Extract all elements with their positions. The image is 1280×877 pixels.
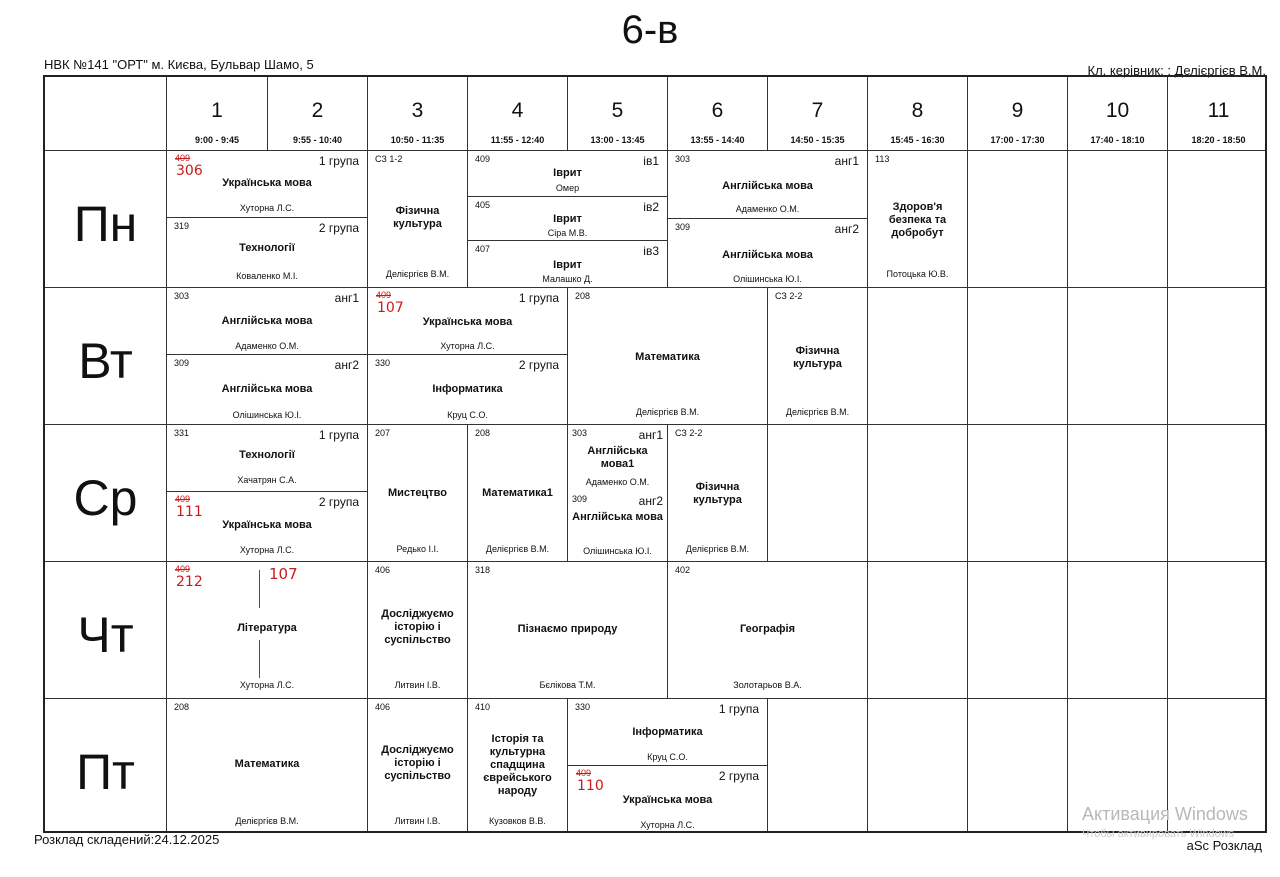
day-name: Ср xyxy=(73,470,138,526)
period-header-7 xyxy=(768,77,868,151)
lesson-fri-4[interactable] xyxy=(468,699,568,833)
empty-slot xyxy=(1068,562,1168,699)
teacher: Круц С.О. xyxy=(647,752,688,762)
group-lesson xyxy=(167,288,367,354)
subject: Мистецтво xyxy=(387,487,448,499)
teacher: Олішинська Ю.І. xyxy=(583,546,652,556)
new-room: 110 xyxy=(577,778,604,794)
room: 405 xyxy=(475,200,491,210)
period-number: 3 xyxy=(411,99,424,122)
period-header-9 xyxy=(968,77,1068,151)
period-header-3 xyxy=(368,77,468,151)
teacher: Делієргієв В.М. xyxy=(385,269,450,279)
extra-room: 107 xyxy=(269,565,298,583)
handwritten-mark xyxy=(259,640,260,678)
teacher: Адаменко О.М. xyxy=(585,477,650,487)
group-lesson xyxy=(468,240,667,288)
group-lesson xyxy=(568,765,767,833)
lesson-fri-5-6[interactable] xyxy=(568,699,768,833)
class-teacher: Кл. керівник: : Делієргієв В.М. xyxy=(1087,63,1266,78)
day-label-fri xyxy=(45,699,167,833)
lesson-fri-3[interactable] xyxy=(368,699,468,833)
group-lesson xyxy=(167,491,367,562)
subject: Англійська мова xyxy=(722,180,813,192)
teacher: Кузовков В.В. xyxy=(489,816,546,826)
room: 330 xyxy=(375,358,391,368)
group-label: 1 група xyxy=(518,291,559,305)
teacher: Золотарьов В.А. xyxy=(733,680,802,690)
group-label: 1 група xyxy=(318,154,359,168)
teacher: Делієргієв В.М. xyxy=(635,407,700,417)
old-room: 409 xyxy=(376,290,392,300)
subject: Українська мова xyxy=(422,316,513,328)
room: 330 xyxy=(575,702,591,712)
created-date: Розклад складений:24.12.2025 xyxy=(34,832,220,847)
subject: Технології xyxy=(239,449,295,461)
room: 303 xyxy=(572,428,588,438)
subject: Іврит xyxy=(553,213,582,225)
subject: Досліджуємо історію і суспільство xyxy=(381,608,454,646)
period-time: 15:45 - 16:30 xyxy=(890,135,945,145)
empty-slot xyxy=(1068,425,1168,562)
teacher: Делієргієв В.М. xyxy=(485,544,550,554)
lesson-tue-1-2[interactable] xyxy=(167,288,368,425)
subject: Математика1 xyxy=(482,487,553,499)
empty-slot xyxy=(868,699,968,833)
group-lesson xyxy=(568,699,767,765)
group-lesson xyxy=(368,288,567,354)
period-header-6 xyxy=(668,77,768,151)
teacher: Бєлікова Т.М. xyxy=(539,680,596,690)
empty-slot xyxy=(1068,288,1168,425)
day-label-wed xyxy=(45,425,167,562)
subject: Історія та культурна спадщина єврейського народу xyxy=(483,733,552,797)
day-name: Чт xyxy=(77,607,134,663)
period-header-4 xyxy=(468,77,568,151)
period-time: 17:40 - 18:10 xyxy=(1090,135,1145,145)
lesson-fri-1-2[interactable] xyxy=(167,699,368,833)
teacher: Редько І.І. xyxy=(396,544,439,554)
period-number: 9 xyxy=(1011,99,1024,122)
teacher: Омер xyxy=(555,183,580,193)
class-title: 6-в xyxy=(621,8,679,52)
group-label: 1 група xyxy=(718,702,759,716)
subject: Математика xyxy=(635,351,700,363)
period-number: 2 xyxy=(311,99,324,122)
period-number: 4 xyxy=(511,99,524,122)
subject: Українська мова xyxy=(222,177,312,189)
group-label: ів1 xyxy=(643,154,659,168)
teacher: Делієргієв В.М. xyxy=(785,407,850,417)
subject: Математика xyxy=(234,758,300,770)
period-number: 1 xyxy=(211,99,223,122)
group-label: 2 група xyxy=(718,769,759,783)
teacher: Делієргієв В.М. xyxy=(685,544,750,554)
group-lesson xyxy=(468,151,667,196)
group-label: анг2 xyxy=(834,222,859,236)
period-time: 10:50 - 11:35 xyxy=(390,135,445,145)
period-number: 8 xyxy=(911,99,924,122)
empty-slot xyxy=(1168,425,1267,562)
day-label-tue xyxy=(45,288,167,425)
teacher: Хуторна Л.С. xyxy=(640,820,695,830)
period-time: 13:00 - 13:45 xyxy=(590,135,645,145)
empty-slot xyxy=(868,425,968,562)
empty-slot xyxy=(968,562,1068,699)
group-lesson xyxy=(167,354,367,425)
room: СЗ 2-2 xyxy=(675,428,703,438)
lesson-mon-4-5[interactable] xyxy=(468,151,668,288)
period-number: 5 xyxy=(611,99,624,122)
corner-cell xyxy=(45,77,167,151)
room: 309 xyxy=(572,494,588,504)
subject: Англійська мова xyxy=(221,315,313,327)
room: 208 xyxy=(575,291,591,301)
room: 402 xyxy=(675,565,691,575)
group-label: ів2 xyxy=(643,200,659,214)
lesson-mon-3[interactable] xyxy=(368,151,468,288)
group-lesson xyxy=(668,151,867,218)
period-header-10 xyxy=(1068,77,1168,151)
period-number: 6 xyxy=(711,99,724,122)
handwritten-mark xyxy=(259,570,260,608)
room: 309 xyxy=(675,222,691,232)
lesson-wed-4[interactable] xyxy=(468,425,568,562)
room: 113 xyxy=(875,154,890,164)
group-label: анг1 xyxy=(334,291,359,305)
windows-activation-title: Активация Windows xyxy=(1082,804,1248,824)
teacher: Хуторна Л.С. xyxy=(239,203,295,213)
subject: Інформатика xyxy=(432,383,503,395)
room: 407 xyxy=(475,244,491,254)
empty-slot xyxy=(1168,562,1267,699)
room: СЗ 2-2 xyxy=(775,291,803,301)
period-number: 7 xyxy=(811,99,824,122)
subject: Українська мова xyxy=(622,794,713,806)
room: 319 xyxy=(174,221,190,231)
lesson-thu-6-7[interactable] xyxy=(668,562,868,699)
period-time: 13:55 - 14:40 xyxy=(690,135,745,145)
empty-slot xyxy=(968,425,1068,562)
group-label: анг1 xyxy=(638,428,663,442)
group-lesson xyxy=(668,218,867,288)
subject: Іврит xyxy=(553,167,582,179)
group-lesson xyxy=(167,151,367,217)
period-header-5 xyxy=(568,77,668,151)
teacher: Хачатрян С.А. xyxy=(237,475,297,485)
subject: Іврит xyxy=(553,259,582,271)
teacher: Сіра М.В. xyxy=(547,228,588,238)
subject: Фізична культура xyxy=(393,205,442,230)
lesson-wed-5[interactable] xyxy=(568,425,668,562)
group-label: анг1 xyxy=(834,154,859,168)
subject: Англійська мова xyxy=(722,249,813,261)
period-time: 11:55 - 12:40 xyxy=(490,135,545,145)
app-credit: aSc Розклад xyxy=(1186,838,1262,853)
teacher: Делієргієв В.М. xyxy=(235,816,299,826)
room: 303 xyxy=(174,291,190,301)
room: 331 xyxy=(174,428,190,438)
group-label: 1 група xyxy=(318,428,359,442)
subject: Фізична культура xyxy=(693,481,742,506)
lesson-mon-1-2[interactable] xyxy=(167,151,368,288)
teacher: Литвин І.В. xyxy=(394,816,441,826)
empty-slot xyxy=(868,288,968,425)
subject: Пізнаємо природу xyxy=(517,623,618,635)
day-name: Вт xyxy=(78,333,133,389)
empty-slot xyxy=(968,288,1068,425)
group-lesson xyxy=(568,491,667,562)
empty-slot xyxy=(1068,151,1168,288)
timetable-grid xyxy=(43,75,1267,833)
day-name: Пн xyxy=(73,196,138,252)
subject: Англійська мова1 xyxy=(587,445,648,470)
room: 309 xyxy=(174,358,190,368)
day-label-mon xyxy=(45,151,167,288)
lesson-wed-3[interactable] xyxy=(368,425,468,562)
period-time: 9:00 - 9:45 xyxy=(194,135,240,145)
lesson-wed-1-2[interactable] xyxy=(167,425,368,562)
room: 318 xyxy=(475,565,491,575)
subject: Фізична культура xyxy=(793,345,842,370)
subject: Англійська мова xyxy=(221,383,313,395)
teacher: Малашко Д. xyxy=(542,274,593,284)
subject: Інформатика xyxy=(632,726,703,738)
lesson-tue-7[interactable] xyxy=(768,288,868,425)
empty-slot xyxy=(768,699,868,833)
period-header-1 xyxy=(167,77,268,151)
group-label: 2 група xyxy=(518,358,559,372)
school-name: НВК №141 "ОРТ" м. Києва, Бульвар Шамо, 5 xyxy=(44,57,314,72)
empty-slot xyxy=(1168,288,1267,425)
subject: Англійська мова xyxy=(572,511,663,523)
room: 208 xyxy=(475,428,491,438)
subject: Досліджуємо історію і суспільство xyxy=(381,744,454,782)
period-time: 9:55 - 10:40 xyxy=(292,135,343,145)
day-label-thu xyxy=(45,562,167,699)
group-label: анг2 xyxy=(638,494,663,508)
teacher: Адаменко О.М. xyxy=(735,204,800,214)
lesson-wed-6[interactable] xyxy=(668,425,768,562)
subject: Здоров'я безпека та добробут xyxy=(888,201,947,239)
teacher: Олішинська Ю.І. xyxy=(232,410,302,420)
period-number: 11 xyxy=(1207,99,1230,122)
group-lesson xyxy=(167,425,367,491)
group-label: ів3 xyxy=(643,244,659,258)
period-time: 17:00 - 17:30 xyxy=(990,135,1045,145)
empty-slot xyxy=(768,425,868,562)
new-room: 111 xyxy=(176,504,203,520)
room: 207 xyxy=(375,428,391,438)
old-room: 409 xyxy=(175,494,191,504)
room: 208 xyxy=(174,702,190,712)
teacher: Олішинська Ю.І. xyxy=(733,274,802,284)
lesson-tue-5-6[interactable] xyxy=(568,288,768,425)
period-time: 14:50 - 15:35 xyxy=(790,135,845,145)
group-label: 2 група xyxy=(318,221,359,235)
subject: Література xyxy=(237,622,297,634)
teacher: Коваленко М.І. xyxy=(236,271,298,281)
lesson-thu-1-2[interactable] xyxy=(167,562,368,699)
lesson-mon-6-7[interactable] xyxy=(668,151,868,288)
room: 406 xyxy=(375,702,391,712)
old-room: 409 xyxy=(576,768,592,778)
period-header-11 xyxy=(1168,77,1267,151)
teacher: Круц С.О. xyxy=(447,410,488,420)
new-room: 306 xyxy=(176,163,203,179)
empty-slot xyxy=(968,699,1068,833)
period-header-8 xyxy=(868,77,968,151)
lesson-thu-3[interactable] xyxy=(368,562,468,699)
room: 410 xyxy=(475,702,491,712)
lesson-tue-3-4[interactable] xyxy=(368,288,568,425)
period-time: 18:20 - 18:50 xyxy=(1191,135,1246,145)
room: 406 xyxy=(375,565,391,575)
teacher: Потоцька Ю.В. xyxy=(886,269,949,279)
empty-slot xyxy=(1168,151,1267,288)
room: 409 xyxy=(475,154,491,164)
old-room: 409 xyxy=(175,564,191,574)
room: СЗ 1-2 xyxy=(375,154,403,164)
windows-activation-subtitle: Чтобы активировать Windows xyxy=(1082,828,1235,840)
group-label: анг2 xyxy=(334,358,359,372)
day-name: Пт xyxy=(76,744,135,800)
teacher: Адаменко О.М. xyxy=(235,341,299,351)
teacher: Литвин І.В. xyxy=(394,680,441,690)
subject: Технології xyxy=(239,242,295,254)
group-lesson xyxy=(568,425,667,491)
new-room: 107 xyxy=(377,300,404,316)
teacher: Хуторна Л.С. xyxy=(239,545,295,555)
period-number: 10 xyxy=(1105,99,1130,122)
group-lesson xyxy=(167,217,367,288)
new-room: 212 xyxy=(176,574,203,590)
lesson-thu-4-5[interactable] xyxy=(468,562,668,699)
empty-slot xyxy=(968,151,1068,288)
group-lesson xyxy=(368,354,567,425)
group-lesson xyxy=(468,196,667,240)
period-header-2 xyxy=(268,77,368,151)
subject: Українська мова xyxy=(222,519,312,531)
empty-slot xyxy=(868,562,968,699)
room: 303 xyxy=(675,154,691,164)
group-label: 2 група xyxy=(318,495,359,509)
old-room: 409 xyxy=(175,153,191,163)
lesson-mon-8[interactable] xyxy=(868,151,968,288)
subject: Географія xyxy=(739,623,796,635)
teacher: Хуторна Л.С. xyxy=(440,341,495,351)
teacher: Хуторна Л.С. xyxy=(239,680,295,690)
